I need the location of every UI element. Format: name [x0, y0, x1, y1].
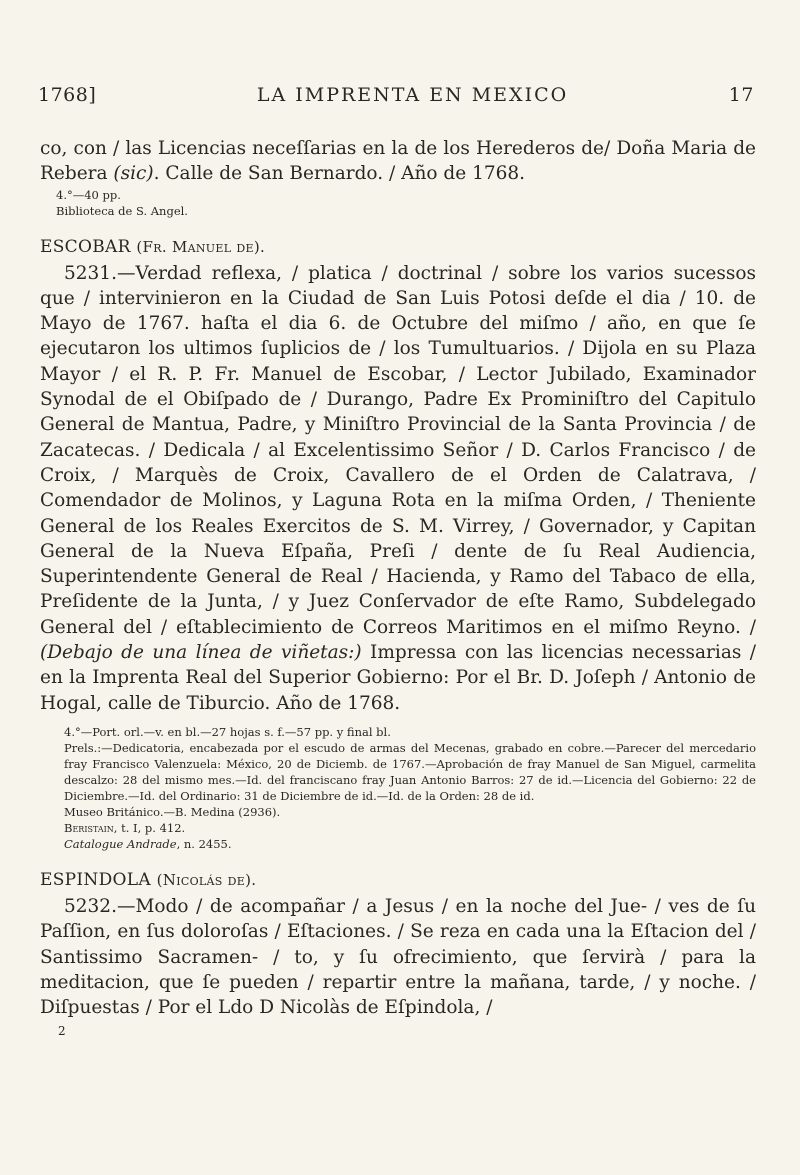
entry-escobar-heading — [40, 237, 756, 257]
entry-escobar-author: ESCOBAR — [40, 236, 131, 257]
ref-beristain-name: Beristain — [64, 820, 114, 835]
continuation-format: 4.°—40 pp. — [56, 187, 121, 202]
entry-espindola-heading — [40, 870, 756, 890]
running-header — [38, 84, 754, 106]
entry-escobar-number: 5231. — [64, 262, 117, 284]
signature-mark: 2 — [58, 1024, 66, 1039]
entry-escobar-note-format: 4.°—Port. orl.—v. en bl.—27 hojas s. f.—57 pp. y final bl. — [64, 724, 391, 739]
entry-espindola-author-rest: (Nicolás de). — [156, 870, 257, 889]
continuation-library: Biblioteca de S. Angel. — [56, 203, 188, 218]
continuation-text-b: . Calle de San Bernardo. / Año de 1768. — [153, 163, 526, 185]
header-year: 1768] — [38, 84, 97, 106]
entry-espindola-text: —Modo / de acompañar / a Jesus / en la noche del Jue- / ves de ſu Paſſion, en ſus doloroſas / Eſtaciones. / Se reza en cada una la Eſtacion del / Santissimo Sacramen- / to, y ſu ofrecimiento, que ſervirà / para la meditacion, que ſe pueden / repartir entre la mañana, tarde, / y noche. / Diſpuestas / Por el Ldo D Nicolàs de Eſpindola, / — [40, 895, 756, 1019]
page-body — [40, 136, 756, 1038]
entry-espindola-number: 5232. — [64, 895, 117, 917]
ref-andrade-loc: , n. 2455. — [176, 836, 232, 851]
sic-note: (sic) — [113, 163, 154, 185]
page-number: 17 — [728, 84, 754, 106]
entry-escobar-ref-beristain — [40, 820, 756, 836]
ref-beristain-loc: , t. I, p. 412. — [113, 820, 186, 835]
entry-escobar-ref-andrade — [40, 836, 756, 852]
header-title: LA IMPRENTA EN MEXICO — [256, 84, 569, 106]
entry-escobar-note-prels: Prels.:—Dedicatoria, encabezada por el escudo de armas del Mecenas, grabado en cobre.—Parecer del mercedario fray Francisco Valenzuela: México, 20 de Diciemb. de 1767.—Aprobación de fray Manuel de San Miguel, carmelita descalzo: 28 del mismo mes.—Id. del franciscano fray Juan Antonio Barros: 27 de id.—Licencia del Gobierno: 22 de Diciembre.—Id. del Ordinario: 31 de Diciembre de id.—Id. de la Orden: 28 de id. — [64, 740, 756, 803]
continuation-text — [40, 136, 756, 187]
continuation-text-a: co, con / las Licencias neceſſarias en la de los Herederos de/ Doña Maria de Rebera — [40, 138, 756, 185]
entry-escobar-author-rest: (Fr. Manuel de). — [136, 237, 266, 256]
entry-espindola-author: ESPINDOLA — [40, 869, 151, 890]
entry-escobar-note-museum: Museo Británico.—B. Medina (2936). — [64, 804, 281, 819]
entry-escobar-text-a: —Verdad reflexa, / platica / doctrinal / sobre los varios sucessos que / intervinieron en la Ciudad de San Luis Potosi deſde el dia / 10. de Mayo de 1767. haſta el dia 6. de Octubre del miſmo / año, en que ſe ejecutaron los ultimos ſuplicios de / los Tumultuarios. / Dijola en su Plaza Mayor / el R. P. Fr. Manuel de Escobar, / Lector Jubilado, Examinador Synodal de el Obiſpado de / Durango, Padre Ex Prominiſtro del Capitulo General de Mantua, Padre, y Miniſtro Provincial de la Santa Provincia / de Zacatecas. / Dedicala / al Excelentissimo Señor / D. Carlos Francisco / de Croix, / Marquès de Croix, Cavallero de el Orden de Calatrava, / Comendador de Molinos, y Laguna Rota en la miſma Orden, / Theniente General de los Reales Exercitos de S. M. Virrey, / Governador, y Capitan General de la Nueva Eſpaña, Preſi / dente de ſu Real Audiencia, Superintendente General de Real / Hacienda, y Ramo del Tabaco de ella, Preſidente de la Junta, / y Juez Conſervador de eſte Ramo, Subdelegado General del / eſtablecimiento de Correos Maritimos en el miſmo Reyno. / — [40, 262, 756, 638]
entry-espindola-description — [40, 894, 756, 1020]
entry-escobar-text-b: Impressa con las licencias necessarias / en la Imprenta Real del Superior Gobierno: Por el Br. D. Joſeph / Antonio de Hogal, calle de Tiburcio. Año de 1768. — [40, 642, 756, 714]
entry-escobar-italic: (Debajo de una línea de viñetas:) — [40, 642, 362, 664]
ref-andrade-name: Catalogue Andrade — [64, 836, 177, 851]
entry-escobar-description — [40, 261, 756, 716]
